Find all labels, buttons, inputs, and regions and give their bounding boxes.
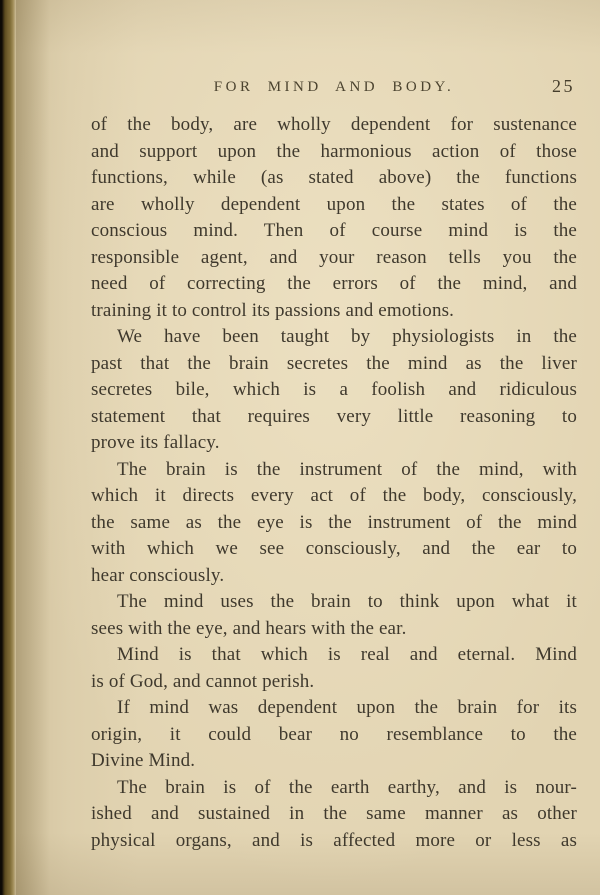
text-line: The mind uses the brain to think upon what it <box>117 591 577 612</box>
text-line: Divine Mind. <box>91 750 196 771</box>
text-line: conscious mind. Then of course mind is the <box>91 220 577 241</box>
text-line: need of correcting the errors of the mind, and <box>91 273 577 294</box>
binding-gutter-shadow <box>16 0 50 895</box>
text-line: are wholly dependent upon the states of the <box>91 193 577 215</box>
text-line: physical organs, and is affected more or less as <box>91 829 577 851</box>
text-line: past that the brain secretes the mind as the liver <box>91 352 577 374</box>
text-line: If mind was dependent upon the brain for its <box>117 697 577 718</box>
book-binding-edge <box>0 0 16 895</box>
text-line: responsible agent, and your reason tells you the <box>91 246 577 268</box>
text-line: of the body, are wholly dependent for sustenance <box>91 114 577 135</box>
text-line: with which we see consciously, and the ear to <box>91 538 577 559</box>
text-line: We have been taught by physiologists in the <box>117 326 577 347</box>
text-line: prove its fallacy. <box>91 432 220 453</box>
text-line: ished and sustained in the same manner as other <box>91 803 577 824</box>
running-header-title: FOR MIND AND BODY. <box>213 79 455 95</box>
text-line: The brain is of the earth earthy, and is nour- <box>117 776 577 798</box>
text-line: the same as the eye is the instrument of the mind <box>91 511 577 533</box>
text-line: is of God, and cannot perish. <box>91 670 315 692</box>
running-header <box>91 76 577 100</box>
text-line: Mind is that which is real and eternal. Mind <box>117 644 577 665</box>
text-line: training it to control its passions and emotions. <box>91 299 455 321</box>
text-line: sees with the eye, and hears with the ear. <box>91 617 407 639</box>
text-line: and support upon the harmonious action of those <box>91 140 577 162</box>
text-line: hear consciously. <box>91 564 225 586</box>
page-body <box>91 112 577 854</box>
text-line: functions, while (as stated above) the functions <box>91 167 577 188</box>
text-line: statement that requires very little reasoning to <box>91 405 577 427</box>
text-line: secretes bile, which is a foolish and ridiculous <box>91 379 577 400</box>
text-line: origin, it could bear no resemblance to the <box>91 723 577 745</box>
text-line: The brain is the instrument of the mind, with <box>117 458 577 480</box>
text-line: which it directs every act of the body, consciously, <box>91 485 577 506</box>
page-number: 25 <box>552 76 575 96</box>
